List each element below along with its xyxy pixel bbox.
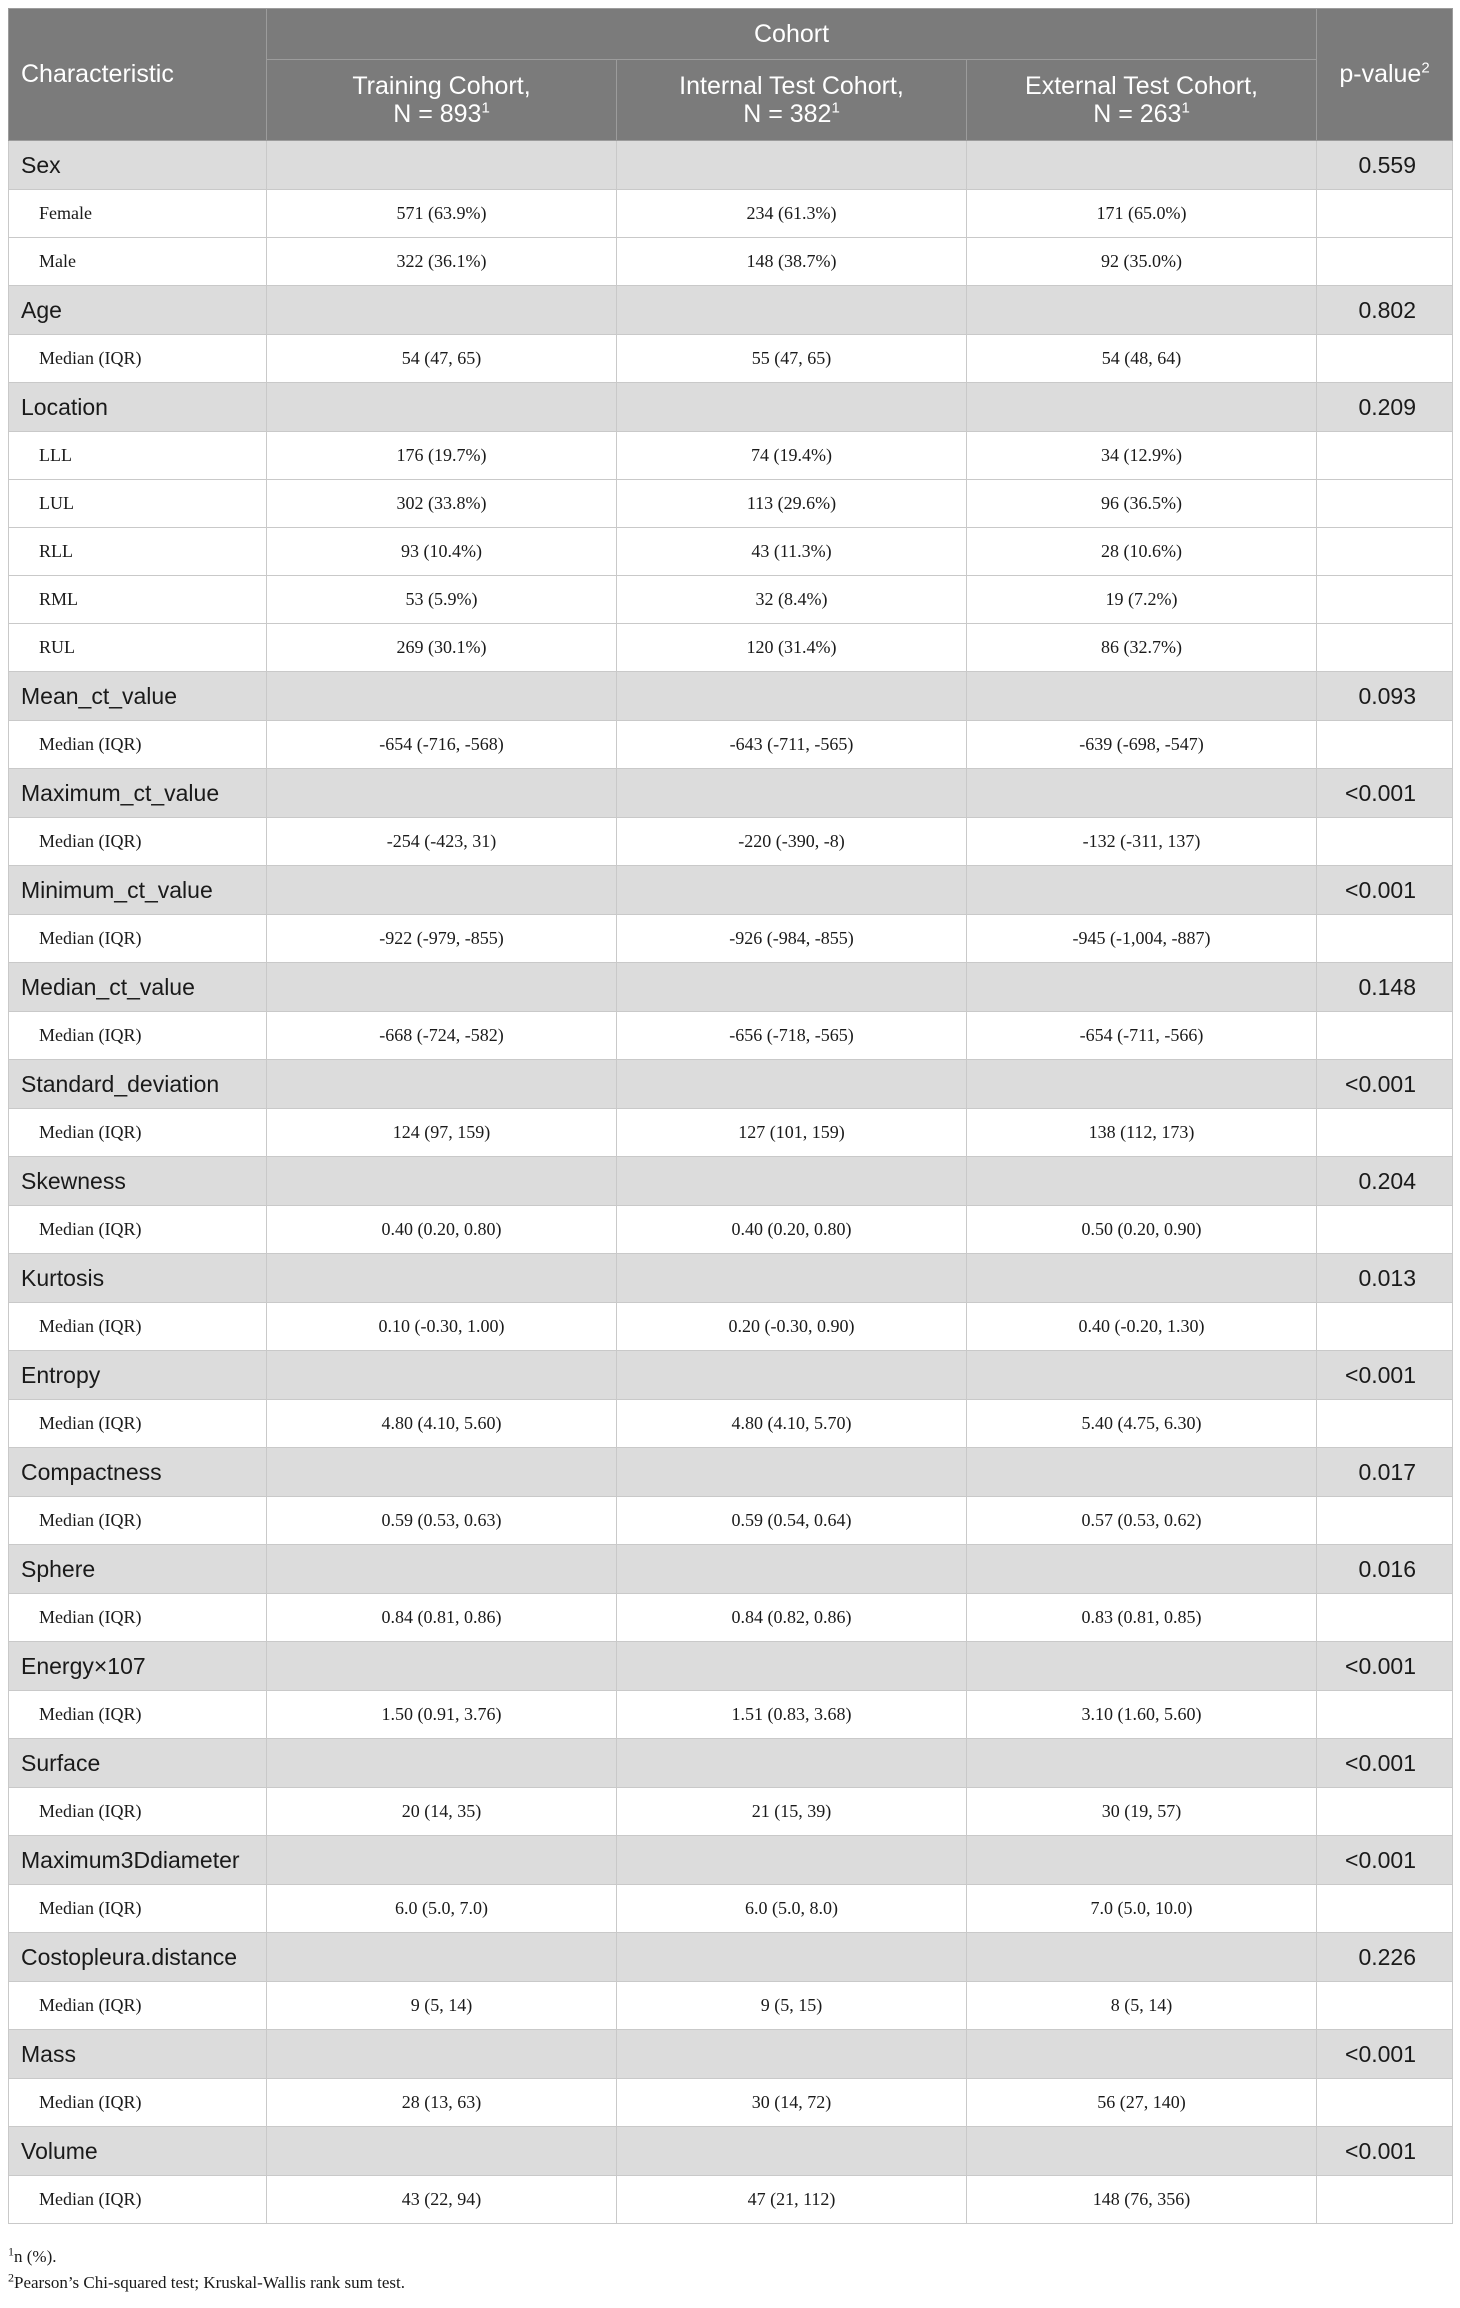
empty-cell (967, 963, 1317, 1012)
cohort-value-cell: 0.57 (0.53, 0.62) (967, 1497, 1317, 1545)
empty-cell (267, 1060, 617, 1109)
p-value-cell: <0.001 (1317, 2127, 1453, 2176)
empty-cell (1317, 2079, 1453, 2127)
variable-group-row (9, 963, 1453, 1012)
empty-cell (617, 1933, 967, 1982)
cohort-value-cell: -654 (-716, -568) (267, 721, 617, 769)
row-label: Female (9, 190, 267, 238)
variable-name: Maximum3Ddiameter (9, 1836, 267, 1885)
training-cohort-footnote-mark: 1 (481, 99, 490, 117)
empty-cell (1317, 190, 1453, 238)
cohort-value-cell: 138 (112, 173) (967, 1109, 1317, 1157)
variable-group-row (9, 1448, 1453, 1497)
variable-name: Energy×107 (9, 1642, 267, 1691)
empty-cell (967, 769, 1317, 818)
cohort-value-cell: -656 (-718, -565) (617, 1012, 967, 1060)
p-value-cell: <0.001 (1317, 2030, 1453, 2079)
empty-cell (267, 1448, 617, 1497)
table-row (9, 624, 1453, 672)
variable-group-row (9, 141, 1453, 190)
empty-cell (617, 1448, 967, 1497)
empty-cell (1317, 1206, 1453, 1254)
empty-cell (617, 672, 967, 721)
row-label: LLL (9, 432, 267, 480)
row-label: LUL (9, 480, 267, 528)
variable-group-row (9, 672, 1453, 721)
variable-name: Location (9, 383, 267, 432)
table-row (9, 818, 1453, 866)
p-value-cell: 0.559 (1317, 141, 1453, 190)
variable-group-row (9, 286, 1453, 335)
row-label: Median (IQR) (9, 1788, 267, 1836)
empty-cell (267, 1836, 617, 1885)
empty-cell (967, 286, 1317, 335)
table-row (9, 1691, 1453, 1739)
empty-cell (617, 1545, 967, 1594)
cohort-value-cell: -639 (-698, -547) (967, 721, 1317, 769)
variable-group-row (9, 2030, 1453, 2079)
table-row (9, 1788, 1453, 1836)
cohort-value-cell: -132 (-311, 137) (967, 818, 1317, 866)
variable-group-row (9, 2127, 1453, 2176)
empty-cell (267, 963, 617, 1012)
cohort-value-cell: 96 (36.5%) (967, 480, 1317, 528)
cohort-value-cell: -654 (-711, -566) (967, 1012, 1317, 1060)
empty-cell (1317, 1109, 1453, 1157)
table-row (9, 432, 1453, 480)
cohort-value-cell: 0.84 (0.81, 0.86) (267, 1594, 617, 1642)
variable-group-row (9, 1157, 1453, 1206)
variable-name: Kurtosis (9, 1254, 267, 1303)
cohort-value-cell: 171 (65.0%) (967, 190, 1317, 238)
cohort-value-cell: 7.0 (5.0, 10.0) (967, 1885, 1317, 1933)
empty-cell (967, 2030, 1317, 2079)
table-row (9, 1109, 1453, 1157)
variable-name: Volume (9, 2127, 267, 2176)
table-row (9, 1982, 1453, 2030)
empty-cell (967, 1836, 1317, 1885)
p-value-cell: 0.802 (1317, 286, 1453, 335)
p-value-header-label: p-value (1339, 60, 1422, 88)
cohort-value-cell: 55 (47, 65) (617, 335, 967, 383)
p-value-column-header (1317, 9, 1453, 141)
cohort-value-cell: 0.50 (0.20, 0.90) (967, 1206, 1317, 1254)
empty-cell (617, 1254, 967, 1303)
cohort-value-cell: 0.84 (0.82, 0.86) (617, 1594, 967, 1642)
row-label: Median (IQR) (9, 1691, 267, 1739)
empty-cell (1317, 2176, 1453, 2224)
p-value-cell: 0.013 (1317, 1254, 1453, 1303)
row-label: Median (IQR) (9, 1982, 267, 2030)
row-label: Male (9, 238, 267, 286)
cohort-value-cell: 0.10 (-0.30, 1.00) (267, 1303, 617, 1351)
cohort-value-cell: 43 (22, 94) (267, 2176, 617, 2224)
empty-cell (617, 1642, 967, 1691)
footnote-1-mark: 1 (8, 2244, 14, 2259)
cohort-value-cell: 0.40 (-0.20, 1.30) (967, 1303, 1317, 1351)
table-footnotes (8, 2244, 1452, 2296)
footnote-2 (8, 2270, 1452, 2296)
table-row (9, 2079, 1453, 2127)
empty-cell (617, 383, 967, 432)
cohort-value-cell: 148 (38.7%) (617, 238, 967, 286)
table-row (9, 238, 1453, 286)
empty-cell (617, 1060, 967, 1109)
characteristic-column-header: Characteristic (9, 9, 267, 141)
empty-cell (617, 286, 967, 335)
row-label: RML (9, 576, 267, 624)
cohort-value-cell: 127 (101, 159) (617, 1109, 967, 1157)
empty-cell (267, 866, 617, 915)
variable-group-row (9, 1739, 1453, 1788)
table-row (9, 335, 1453, 383)
variable-name: Entropy (9, 1351, 267, 1400)
internal-test-cohort-footnote-mark: 1 (831, 99, 840, 117)
empty-cell (967, 1739, 1317, 1788)
cohort-value-cell: 1.50 (0.91, 3.76) (267, 1691, 617, 1739)
table-row (9, 2176, 1453, 2224)
cohort-value-cell: 124 (97, 159) (267, 1109, 617, 1157)
empty-cell (617, 141, 967, 190)
cohort-value-cell: -945 (-1,004, -887) (967, 915, 1317, 963)
empty-cell (1317, 1982, 1453, 2030)
variable-name: Maximum_ct_value (9, 769, 267, 818)
empty-cell (267, 1642, 617, 1691)
table-row (9, 1012, 1453, 1060)
cohort-value-cell: -643 (-711, -565) (617, 721, 967, 769)
row-label: Median (IQR) (9, 1885, 267, 1933)
footnote-2-mark: 2 (8, 2270, 14, 2285)
characteristics-table (8, 8, 1453, 2224)
cohort-value-cell: 322 (36.1%) (267, 238, 617, 286)
empty-cell (617, 2030, 967, 2079)
variable-name: Minimum_ct_value (9, 866, 267, 915)
internal-test-cohort-header (617, 60, 967, 141)
empty-cell (617, 1739, 967, 1788)
cohort-value-cell: 92 (35.0%) (967, 238, 1317, 286)
empty-cell (967, 1157, 1317, 1206)
table-body (9, 141, 1453, 2224)
cohort-value-cell: 0.83 (0.81, 0.85) (967, 1594, 1317, 1642)
empty-cell (1317, 1012, 1453, 1060)
row-label: Median (IQR) (9, 1012, 267, 1060)
cohort-value-cell: 0.40 (0.20, 0.80) (617, 1206, 967, 1254)
external-test-cohort-header (967, 60, 1317, 141)
cohort-value-cell: 571 (63.9%) (267, 190, 617, 238)
empty-cell (967, 1448, 1317, 1497)
cohort-value-cell: 86 (32.7%) (967, 624, 1317, 672)
empty-cell (267, 1739, 617, 1788)
empty-cell (967, 2127, 1317, 2176)
table-row (9, 190, 1453, 238)
row-label: Median (IQR) (9, 915, 267, 963)
table-row (9, 1303, 1453, 1351)
cohort-value-cell: -668 (-724, -582) (267, 1012, 617, 1060)
variable-group-row (9, 1836, 1453, 1885)
p-value-cell: 0.016 (1317, 1545, 1453, 1594)
empty-cell (617, 1157, 967, 1206)
row-label: Median (IQR) (9, 1400, 267, 1448)
row-label: Median (IQR) (9, 1206, 267, 1254)
characteristics-table-container (8, 8, 1452, 2224)
empty-cell (1317, 818, 1453, 866)
row-label: Median (IQR) (9, 1109, 267, 1157)
empty-cell (267, 383, 617, 432)
cohort-value-cell: 74 (19.4%) (617, 432, 967, 480)
empty-cell (1317, 1303, 1453, 1351)
footnote-1 (8, 2244, 1452, 2270)
cohort-value-cell: 176 (19.7%) (267, 432, 617, 480)
variable-group-row (9, 769, 1453, 818)
cohort-value-cell: 19 (7.2%) (967, 576, 1317, 624)
empty-cell (617, 963, 967, 1012)
table-header (9, 9, 1453, 141)
empty-cell (617, 866, 967, 915)
p-value-cell: <0.001 (1317, 1060, 1453, 1109)
empty-cell (1317, 528, 1453, 576)
empty-cell (1317, 1691, 1453, 1739)
cohort-value-cell: 47 (21, 112) (617, 2176, 967, 2224)
table-row (9, 721, 1453, 769)
cohort-value-cell: 4.80 (4.10, 5.60) (267, 1400, 617, 1448)
row-label: RLL (9, 528, 267, 576)
empty-cell (1317, 624, 1453, 672)
row-label: Median (IQR) (9, 721, 267, 769)
empty-cell (267, 286, 617, 335)
row-label: Median (IQR) (9, 1497, 267, 1545)
p-value-cell: 0.209 (1317, 383, 1453, 432)
internal-test-cohort-title: Internal Test Cohort, (679, 72, 904, 100)
variable-name: Sphere (9, 1545, 267, 1594)
row-label: Median (IQR) (9, 1594, 267, 1642)
empty-cell (267, 769, 617, 818)
row-label: Median (IQR) (9, 335, 267, 383)
cohort-value-cell: 3.10 (1.60, 5.60) (967, 1691, 1317, 1739)
cohort-value-cell: 30 (14, 72) (617, 2079, 967, 2127)
empty-cell (1317, 1885, 1453, 1933)
table-row (9, 1885, 1453, 1933)
empty-cell (267, 2030, 617, 2079)
empty-cell (267, 672, 617, 721)
row-label: Median (IQR) (9, 2176, 267, 2224)
empty-cell (967, 383, 1317, 432)
empty-cell (967, 866, 1317, 915)
table-row (9, 1206, 1453, 1254)
table-row (9, 1594, 1453, 1642)
footnote-2-text: Pearson’s Chi-squared test; Kruskal-Wallis rank sum test. (14, 2273, 405, 2292)
external-test-cohort-title: External Test Cohort, (1025, 72, 1258, 100)
cohort-value-cell: -926 (-984, -855) (617, 915, 967, 963)
cohort-value-cell: 302 (33.8%) (267, 480, 617, 528)
cohort-value-cell: 0.59 (0.54, 0.64) (617, 1497, 967, 1545)
empty-cell (967, 1060, 1317, 1109)
p-value-cell: 0.204 (1317, 1157, 1453, 1206)
empty-cell (967, 1642, 1317, 1691)
p-value-footnote-mark: 2 (1421, 59, 1430, 77)
cohort-value-cell: 234 (61.3%) (617, 190, 967, 238)
cohort-value-cell: 9 (5, 15) (617, 1982, 967, 2030)
cohort-value-cell: 93 (10.4%) (267, 528, 617, 576)
external-test-cohort-n: N = 263 (1093, 100, 1182, 128)
table-row (9, 528, 1453, 576)
empty-cell (1317, 335, 1453, 383)
cohort-value-cell: 43 (11.3%) (617, 528, 967, 576)
empty-cell (267, 1933, 617, 1982)
p-value-cell: <0.001 (1317, 1351, 1453, 1400)
p-value-cell: 0.017 (1317, 1448, 1453, 1497)
empty-cell (617, 2127, 967, 2176)
variable-name: Median_ct_value (9, 963, 267, 1012)
cohort-value-cell: 8 (5, 14) (967, 1982, 1317, 2030)
variable-group-row (9, 1642, 1453, 1691)
cohort-value-cell: 9 (5, 14) (267, 1982, 617, 2030)
p-value-cell: <0.001 (1317, 1642, 1453, 1691)
empty-cell (1317, 1594, 1453, 1642)
variable-name: Sex (9, 141, 267, 190)
empty-cell (617, 1351, 967, 1400)
table-row (9, 1497, 1453, 1545)
row-label: Median (IQR) (9, 2079, 267, 2127)
row-label: Median (IQR) (9, 818, 267, 866)
row-label: RUL (9, 624, 267, 672)
cohort-value-cell: -254 (-423, 31) (267, 818, 617, 866)
variable-name: Surface (9, 1739, 267, 1788)
cohort-value-cell: 54 (47, 65) (267, 335, 617, 383)
variable-name: Age (9, 286, 267, 335)
training-cohort-title: Training Cohort, (352, 72, 531, 100)
cohort-value-cell: 148 (76, 356) (967, 2176, 1317, 2224)
empty-cell (267, 1157, 617, 1206)
cohort-value-cell: 1.51 (0.83, 3.68) (617, 1691, 967, 1739)
cohort-value-cell: 0.20 (-0.30, 0.90) (617, 1303, 967, 1351)
empty-cell (1317, 432, 1453, 480)
table-row (9, 576, 1453, 624)
empty-cell (267, 1545, 617, 1594)
variable-group-row (9, 1254, 1453, 1303)
variable-name: Costopleura.distance (9, 1933, 267, 1982)
cohort-value-cell: 6.0 (5.0, 8.0) (617, 1885, 967, 1933)
empty-cell (967, 672, 1317, 721)
table-row (9, 480, 1453, 528)
empty-cell (1317, 1788, 1453, 1836)
variable-name: Mass (9, 2030, 267, 2079)
empty-cell (1317, 1400, 1453, 1448)
empty-cell (617, 769, 967, 818)
variable-group-row (9, 1545, 1453, 1594)
cohort-value-cell: 28 (10.6%) (967, 528, 1317, 576)
external-test-cohort-footnote-mark: 1 (1181, 99, 1190, 117)
p-value-cell: <0.001 (1317, 866, 1453, 915)
cohort-value-cell: 6.0 (5.0, 7.0) (267, 1885, 617, 1933)
empty-cell (267, 1351, 617, 1400)
variable-group-row (9, 1060, 1453, 1109)
variable-group-row (9, 1933, 1453, 1982)
cohort-value-cell: -220 (-390, -8) (617, 818, 967, 866)
row-label: Median (IQR) (9, 1303, 267, 1351)
cohort-value-cell: 30 (19, 57) (967, 1788, 1317, 1836)
training-cohort-header (267, 60, 617, 141)
empty-cell (1317, 238, 1453, 286)
p-value-cell: <0.001 (1317, 1739, 1453, 1788)
p-value-cell: <0.001 (1317, 769, 1453, 818)
cohort-value-cell: 120 (31.4%) (617, 624, 967, 672)
p-value-cell: <0.001 (1317, 1836, 1453, 1885)
cohort-value-cell: 269 (30.1%) (267, 624, 617, 672)
empty-cell (967, 1545, 1317, 1594)
table-row (9, 1400, 1453, 1448)
cohort-value-cell: 32 (8.4%) (617, 576, 967, 624)
footnote-1-text: n (%). (14, 2247, 57, 2266)
cohort-value-cell: 53 (5.9%) (267, 576, 617, 624)
empty-cell (967, 1933, 1317, 1982)
variable-group-row (9, 866, 1453, 915)
cohort-value-cell: 34 (12.9%) (967, 432, 1317, 480)
empty-cell (967, 141, 1317, 190)
variable-name: Compactness (9, 1448, 267, 1497)
cohort-value-cell: -922 (-979, -855) (267, 915, 617, 963)
cohort-value-cell: 54 (48, 64) (967, 335, 1317, 383)
variable-name: Mean_ct_value (9, 672, 267, 721)
variable-name: Skewness (9, 1157, 267, 1206)
empty-cell (267, 2127, 617, 2176)
cohort-value-cell: 21 (15, 39) (617, 1788, 967, 1836)
variable-name: Standard_deviation (9, 1060, 267, 1109)
empty-cell (1317, 1497, 1453, 1545)
empty-cell (1317, 721, 1453, 769)
table-row (9, 915, 1453, 963)
empty-cell (1317, 480, 1453, 528)
empty-cell (267, 1254, 617, 1303)
p-value-cell: 0.093 (1317, 672, 1453, 721)
empty-cell (1317, 576, 1453, 624)
cohort-value-cell: 4.80 (4.10, 5.70) (617, 1400, 967, 1448)
p-value-cell: 0.226 (1317, 1933, 1453, 1982)
cohort-value-cell: 56 (27, 140) (967, 2079, 1317, 2127)
cohort-spanning-header: Cohort (267, 9, 1317, 60)
internal-test-cohort-n: N = 382 (743, 100, 832, 128)
empty-cell (267, 141, 617, 190)
cohort-value-cell: 5.40 (4.75, 6.30) (967, 1400, 1317, 1448)
variable-group-row (9, 383, 1453, 432)
empty-cell (967, 1254, 1317, 1303)
empty-cell (617, 1836, 967, 1885)
p-value-cell: 0.148 (1317, 963, 1453, 1012)
cohort-value-cell: 0.59 (0.53, 0.63) (267, 1497, 617, 1545)
cohort-value-cell: 0.40 (0.20, 0.80) (267, 1206, 617, 1254)
training-cohort-n: N = 893 (393, 100, 482, 128)
empty-cell (1317, 915, 1453, 963)
variable-group-row (9, 1351, 1453, 1400)
cohort-value-cell: 20 (14, 35) (267, 1788, 617, 1836)
cohort-value-cell: 28 (13, 63) (267, 2079, 617, 2127)
cohort-value-cell: 113 (29.6%) (617, 480, 967, 528)
empty-cell (967, 1351, 1317, 1400)
